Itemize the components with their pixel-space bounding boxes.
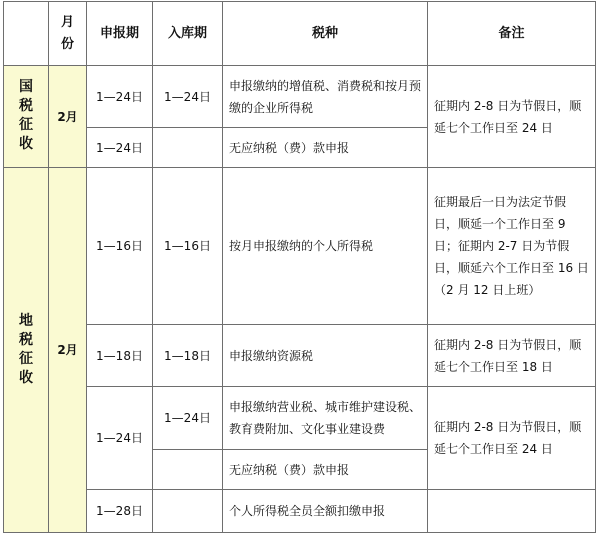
national-label-text: 国税征收: [19, 79, 33, 152]
note-cell: 征期最后一日为法定节假日，顺延一个工作日至 9 日；征期内 2-7 日为节假日，顺延六个工作日至 16 日（2 月 12 日上班）: [428, 168, 596, 325]
tax-type-cell: 申报缴纳营业税、城市维护建设税、教育费附加、文化事业建设费: [223, 387, 428, 450]
table-row: [4, 66, 596, 128]
report-period-cell: 1—24日: [87, 387, 153, 490]
report-period-cell: 1—28日: [87, 490, 153, 533]
table-row: [4, 325, 596, 387]
national-section-label: [4, 66, 49, 168]
header-month-label: 月份: [60, 14, 74, 52]
header-month: [49, 2, 87, 66]
report-period-cell: 1—18日: [87, 325, 153, 387]
note-cell: 征期内 2-8 日为节假日，顺延七个工作日至 24 日: [428, 387, 596, 490]
header-storage-period: 入库期: [153, 2, 223, 66]
storage-period-cell: 1—16日: [153, 168, 223, 325]
table-row: [4, 168, 596, 325]
table-row: [4, 490, 596, 533]
header-row: [4, 2, 596, 66]
storage-period-cell: [153, 450, 223, 490]
storage-period-cell: 1—24日: [153, 66, 223, 128]
tax-type-cell: 个人所得税全员全额扣缴申报: [223, 490, 428, 533]
header-notes: 备注: [428, 2, 596, 66]
storage-period-cell: 1—24日: [153, 387, 223, 450]
tax-type-cell: 申报缴纳资源税: [223, 325, 428, 387]
header-corner: [4, 2, 49, 66]
header-report-period: 申报期: [87, 2, 153, 66]
header-tax-type: 税种: [223, 2, 428, 66]
tax-type-cell: 无应纳税（费）款申报: [223, 450, 428, 490]
tax-schedule-table: [3, 1, 596, 533]
table-row: [4, 387, 596, 450]
local-label-text: 地税征收: [19, 312, 33, 386]
tax-type-cell: 申报缴纳的增值税、消费税和按月预缴的企业所得税: [223, 66, 428, 128]
note-cell: [428, 490, 596, 533]
national-month: 2月: [49, 66, 87, 168]
storage-period-cell: [153, 490, 223, 533]
tax-type-cell: 无应纳税（费）款申报: [223, 128, 428, 168]
report-period-cell: 1—24日: [87, 128, 153, 168]
note-cell: 征期内 2-8 日为节假日，顺延七个工作日至 24 日: [428, 66, 596, 168]
tax-type-cell: 按月申报缴纳的个人所得税: [223, 168, 428, 325]
report-period-cell: 1—16日: [87, 168, 153, 325]
note-cell: 征期内 2-8 日为节假日，顺延七个工作日至 18 日: [428, 325, 596, 387]
storage-period-cell: [153, 128, 223, 168]
local-section-label: [4, 168, 49, 533]
storage-period-cell: 1—18日: [153, 325, 223, 387]
report-period-cell: 1—24日: [87, 66, 153, 128]
local-month: 2月: [49, 168, 87, 533]
